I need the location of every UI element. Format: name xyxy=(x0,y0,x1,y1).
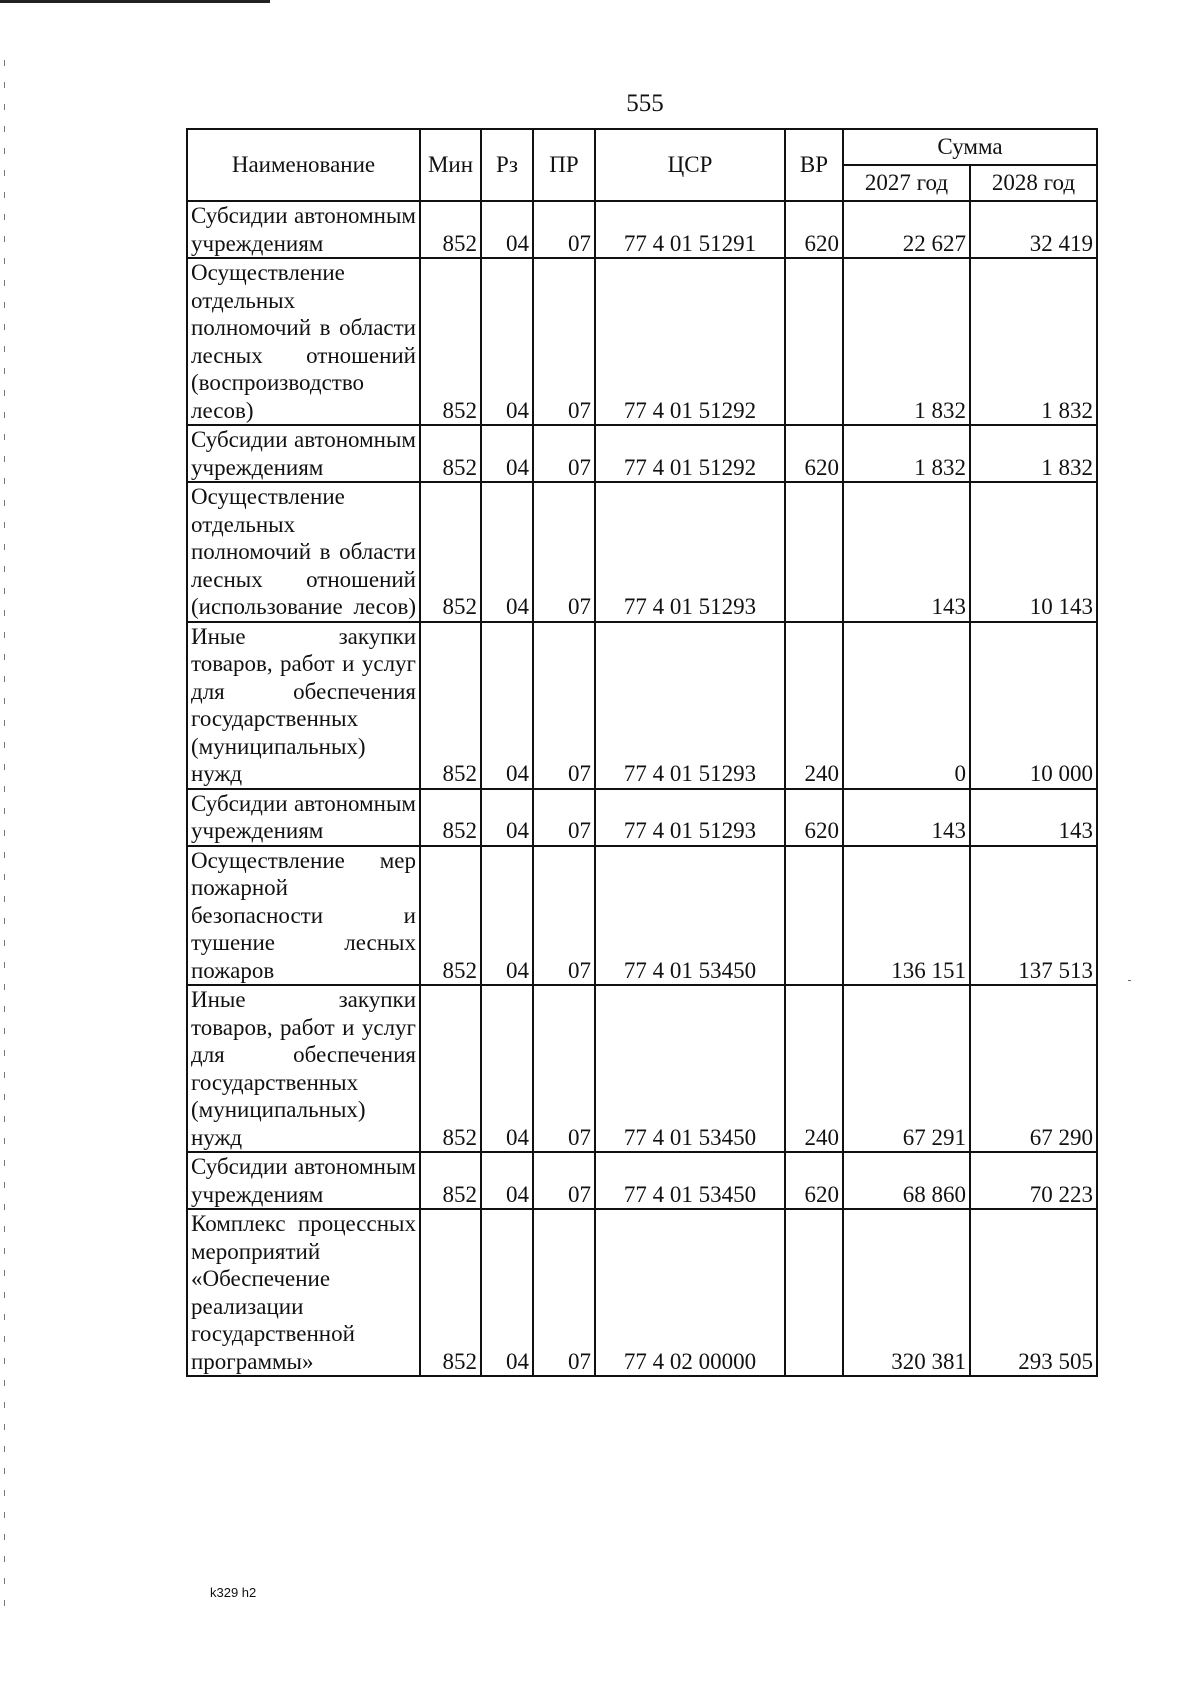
header-sum: Сумма xyxy=(843,129,1097,165)
row-vr: 240 xyxy=(785,622,843,789)
row-min: 852 xyxy=(420,846,481,986)
row-pr: 07 xyxy=(533,425,595,482)
row-2027: 68 860 xyxy=(843,1152,970,1209)
row-2027: 136 151 xyxy=(843,846,970,986)
row-name: Осуществление мер пожарной безопасности и тушение лесных пожаров xyxy=(187,846,420,986)
row-csr: 77 4 01 51293 xyxy=(595,789,785,846)
row-min: 852 xyxy=(420,258,481,425)
header-2028: 2028 год xyxy=(970,165,1097,201)
row-pr: 07 xyxy=(533,622,595,789)
table-body xyxy=(187,201,1097,1376)
header-min: Мин xyxy=(420,129,481,201)
row-2027: 1 832 xyxy=(843,258,970,425)
row-pr: 07 xyxy=(533,201,595,258)
row-pr: 07 xyxy=(533,1152,595,1209)
row-name: Осуществление отдельных полномочий в области лесных отношений (использование лесов) xyxy=(187,482,420,622)
row-pr: 07 xyxy=(533,985,595,1152)
row-name: Комплекс процессных мероприятий «Обеспечение реализации государственной программы» xyxy=(187,1209,420,1376)
row-pr: 07 xyxy=(533,789,595,846)
row-csr: 77 4 01 53450 xyxy=(595,985,785,1152)
row-min: 852 xyxy=(420,201,481,258)
footer-code: k329 h2 xyxy=(210,1585,257,1600)
header-rz: Рз xyxy=(481,129,533,201)
row-csr: 77 4 01 53450 xyxy=(595,846,785,986)
row-csr: 77 4 01 51293 xyxy=(595,482,785,622)
table-row xyxy=(187,622,1097,789)
scan-mark xyxy=(0,0,270,3)
row-vr xyxy=(785,1209,843,1376)
budget-table xyxy=(186,128,1098,1377)
row-2027: 143 xyxy=(843,789,970,846)
row-min: 852 xyxy=(420,482,481,622)
table-row xyxy=(187,846,1097,986)
row-rz: 04 xyxy=(481,258,533,425)
row-csr: 77 4 01 51292 xyxy=(595,425,785,482)
row-2027: 67 291 xyxy=(843,985,970,1152)
row-2028: 143 xyxy=(970,789,1097,846)
row-2027: 143 xyxy=(843,482,970,622)
row-2028: 1 832 xyxy=(970,258,1097,425)
row-min: 852 xyxy=(420,425,481,482)
row-2028: 293 505 xyxy=(970,1209,1097,1376)
table-row xyxy=(187,985,1097,1152)
row-2028: 32 419 xyxy=(970,201,1097,258)
row-rz: 04 xyxy=(481,1152,533,1209)
row-min: 852 xyxy=(420,622,481,789)
row-vr: 620 xyxy=(785,425,843,482)
row-vr: 620 xyxy=(785,789,843,846)
row-rz: 04 xyxy=(481,482,533,622)
table-row xyxy=(187,201,1097,258)
row-csr: 77 4 01 53450 xyxy=(595,1152,785,1209)
row-2028: 67 290 xyxy=(970,985,1097,1152)
row-name: Иные закупки товаров, работ и услуг для обеспечения государственных (муниципальных) нужд xyxy=(187,985,420,1152)
header-csr: ЦСР xyxy=(595,129,785,201)
row-min: 852 xyxy=(420,789,481,846)
row-pr: 07 xyxy=(533,846,595,986)
row-name: Осуществление отдельных полномочий в области лесных отношений (воспроизводство лесов) xyxy=(187,258,420,425)
scan-edge xyxy=(4,60,5,1620)
row-min: 852 xyxy=(420,1152,481,1209)
table-row xyxy=(187,1152,1097,1209)
table-row xyxy=(187,1209,1097,1376)
row-vr xyxy=(785,258,843,425)
row-vr xyxy=(785,846,843,986)
row-csr: 77 4 01 51292 xyxy=(595,258,785,425)
row-min: 852 xyxy=(420,985,481,1152)
table-row xyxy=(187,482,1097,622)
header-name: Наименование xyxy=(187,129,420,201)
row-name: Субсидии автономным учреждениям xyxy=(187,789,420,846)
row-rz: 04 xyxy=(481,789,533,846)
row-pr: 07 xyxy=(533,1209,595,1376)
row-name: Субсидии автономным учреждениям xyxy=(187,425,420,482)
row-pr: 07 xyxy=(533,258,595,425)
row-vr: 620 xyxy=(785,1152,843,1209)
page-number: 555 xyxy=(626,90,664,117)
row-vr: 240 xyxy=(785,985,843,1152)
row-vr: 620 xyxy=(785,201,843,258)
row-2027: 1 832 xyxy=(843,425,970,482)
row-rz: 04 xyxy=(481,846,533,986)
row-2028: 1 832 xyxy=(970,425,1097,482)
row-rz: 04 xyxy=(481,622,533,789)
row-name: Субсидии автономным учреждениям xyxy=(187,201,420,258)
table-row xyxy=(187,425,1097,482)
row-vr xyxy=(785,482,843,622)
row-rz: 04 xyxy=(481,985,533,1152)
row-2028: 70 223 xyxy=(970,1152,1097,1209)
row-pr: 07 xyxy=(533,482,595,622)
row-name: Субсидии автономным учреждениям xyxy=(187,1152,420,1209)
header-2027: 2027 год xyxy=(843,165,970,201)
row-2028: 137 513 xyxy=(970,846,1097,986)
row-csr: 77 4 01 51291 xyxy=(595,201,785,258)
header-pr: ПР xyxy=(533,129,595,201)
row-csr: 77 4 01 51293 xyxy=(595,622,785,789)
scan-dot xyxy=(1128,980,1131,981)
row-rz: 04 xyxy=(481,1209,533,1376)
row-csr: 77 4 02 00000 xyxy=(595,1209,785,1376)
row-2028: 10 143 xyxy=(970,482,1097,622)
header-vr: ВР xyxy=(785,129,843,201)
row-rz: 04 xyxy=(481,425,533,482)
row-2027: 0 xyxy=(843,622,970,789)
row-min: 852 xyxy=(420,1209,481,1376)
row-rz: 04 xyxy=(481,201,533,258)
table-row xyxy=(187,789,1097,846)
table-row xyxy=(187,258,1097,425)
row-name: Иные закупки товаров, работ и услуг для обеспечения государственных (муниципальных) нужд xyxy=(187,622,420,789)
row-2027: 320 381 xyxy=(843,1209,970,1376)
row-2028: 10 000 xyxy=(970,622,1097,789)
row-2027: 22 627 xyxy=(843,201,970,258)
